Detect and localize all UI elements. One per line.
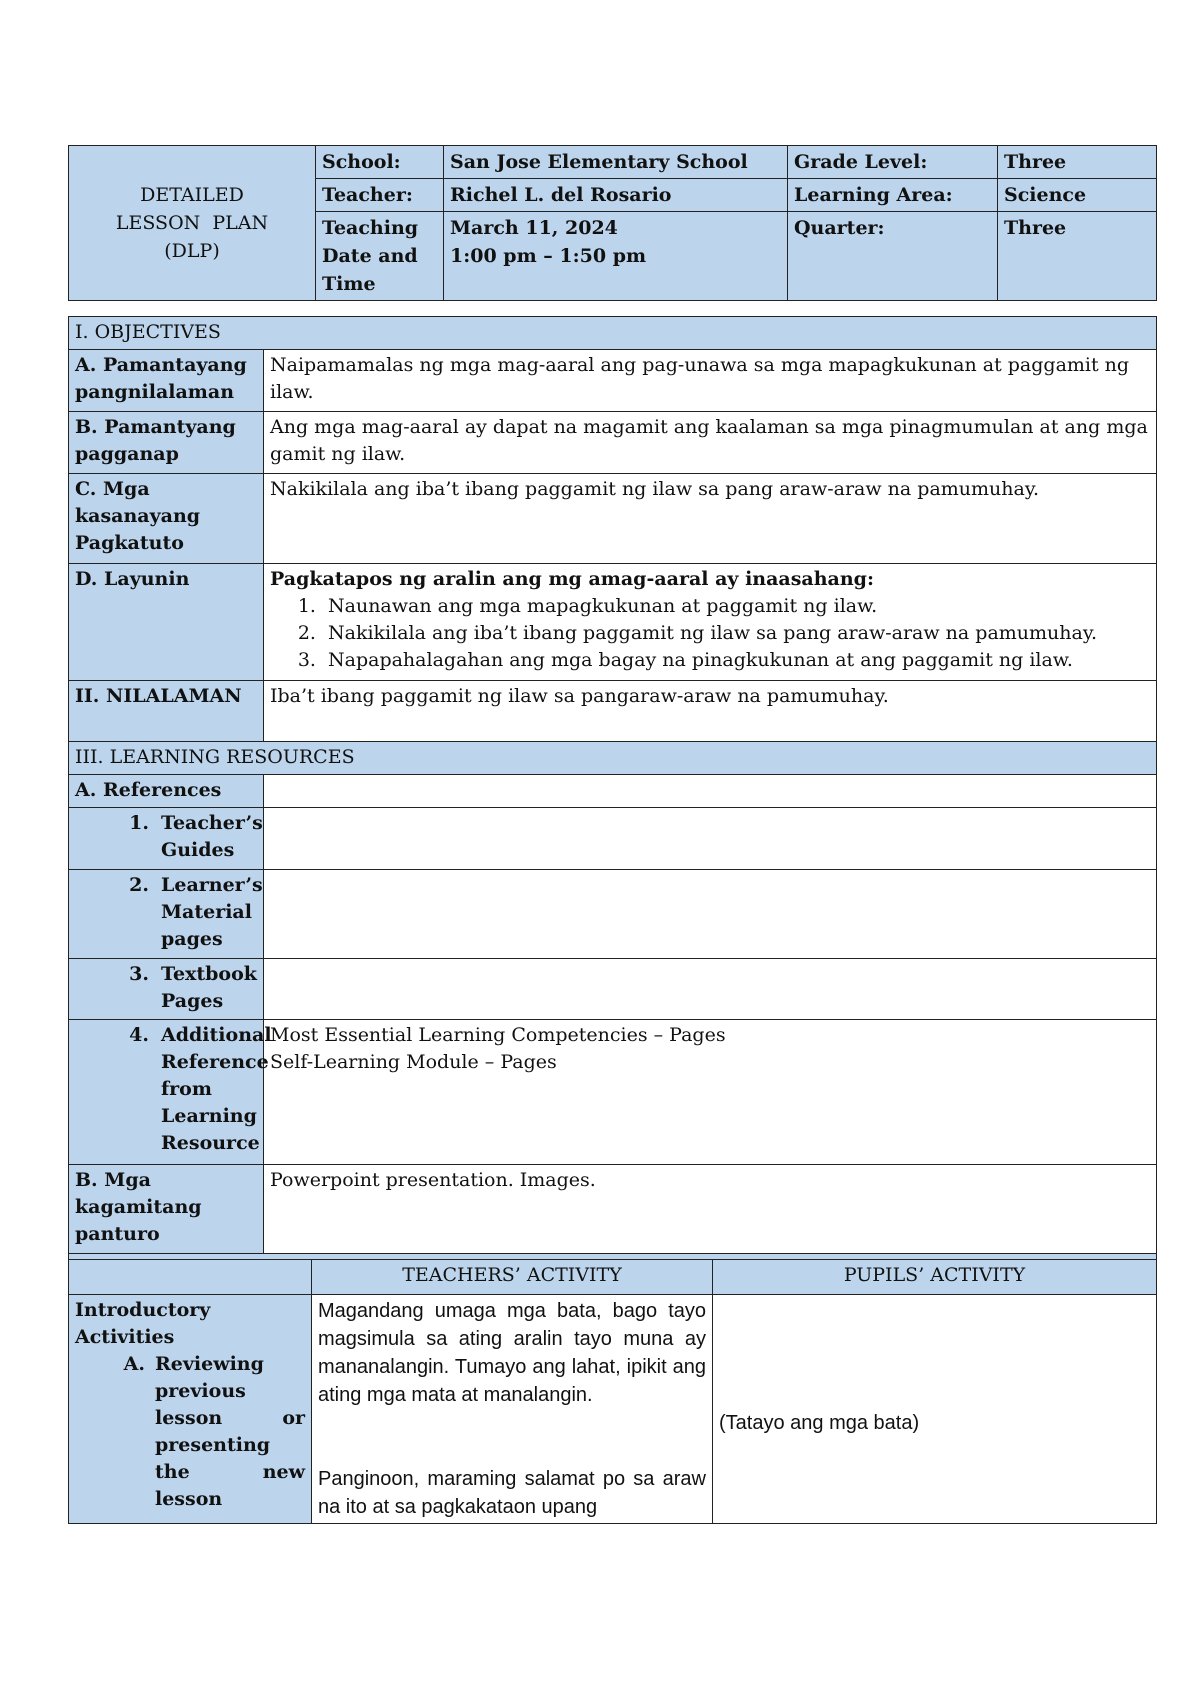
grade-level-label: Grade Level: [788, 146, 998, 179]
content-standard-value: Naipamamalas ng mga mag-aaral ang pag-unawa sa mga mapagkukunan at paggamit ng ilaw. [264, 350, 1157, 412]
document-title: DETAILED LESSON PLAN (DLP) [69, 146, 316, 301]
introductory-activities-label: Introductory Activities A. Reviewing previous lesson or presenting the new lesson [69, 1295, 312, 1524]
quarter-label: Quarter: [788, 212, 998, 301]
reviewing-lesson-label: A. Reviewing previous lesson or presenting the new lesson [123, 1353, 305, 1510]
materials-label: B. Mga kagamitang panturo [69, 1165, 264, 1254]
pupil-response: (Tatayo ang mga bata) [719, 1412, 920, 1434]
textbook-pages-label: 3. Textbook Pages [69, 959, 264, 1020]
teachers-guides-value [264, 808, 1157, 870]
content-value: Iba’t ibang paggamit ng ilaw sa pangaraw-araw na pamumuhay. [264, 681, 1157, 742]
performance-standard-label: B. Pamantyang pagganap [69, 412, 264, 474]
learning-area-label: Learning Area: [788, 179, 998, 212]
additional-reference-value: Most Essential Learning Competencies – Pages Self-Learning Module – Pages [264, 1020, 1157, 1165]
learning-area-value: Science [998, 179, 1157, 212]
objective-item: 2. Nakikilala ang iba’t ibang paggamit ng ilaw sa pang araw-araw na pamumuhay. [322, 620, 1150, 647]
teacher-prayer: Panginoon, maraming salamat po sa araw na ito at sa pagkakataon upang [318, 1468, 706, 1518]
content-standard-label: A. Pamantayang pangnilalaman [69, 350, 264, 412]
grade-level-value: Three [998, 146, 1157, 179]
references-label: A. References [69, 775, 264, 808]
learners-material-label: 2. Learner’s Material pages [69, 870, 264, 959]
procedures-table [68, 1259, 1157, 1524]
learning-competency-label: C. Mga kasanayang Pagkatuto [69, 474, 264, 564]
lesson-plan-body [68, 316, 1157, 1287]
learners-material-value [264, 870, 1157, 959]
objective-item: 1. Naunawan ang mga mapagkukunan at paggamit ng ilaw. [322, 593, 1150, 620]
objectives-heading: I. OBJECTIVES [69, 317, 1157, 350]
pupils-activity-cell [713, 1295, 1157, 1524]
resources-heading: III. LEARNING RESOURCES [69, 742, 1157, 775]
teaching-date-value: March 11, 2024 1:00 pm – 1:50 pm [444, 212, 788, 301]
content-label: II. NILALAMAN [69, 681, 264, 742]
teacher-greeting: Magandang umaga mga bata, bago tayo magsimula sa ating aralin tayo muna ay mananalangin. Tumayo ang lahat, ipikit ang ating mga mata at manalangin. [318, 1300, 706, 1406]
teacher-label: Teacher: [316, 179, 444, 212]
objectives-intro: Pagkatapos ng aralin ang mg amag-aaral ay inaasahang: [270, 568, 874, 590]
teachers-activity-cell [312, 1295, 713, 1524]
objectives-label: D. Layunin [69, 564, 264, 681]
school-value: San Jose Elementary School [444, 146, 788, 179]
teachers-activity-header: TEACHERS’ ACTIVITY [312, 1260, 713, 1295]
references-value [264, 775, 1157, 808]
lesson-plan-header [68, 145, 1157, 301]
school-label: School: [316, 146, 444, 179]
textbook-pages-value [264, 959, 1157, 1020]
learning-competency-value: Nakikilala ang iba’t ibang paggamit ng ilaw sa pang araw-araw na pamumuhay. [264, 474, 1157, 564]
objectives-value [264, 564, 1157, 681]
teachers-guides-label: 1. Teacher’s Guides [69, 808, 264, 870]
objectives-list [270, 593, 1150, 674]
performance-standard-value: Ang mga mag-aaral ay dapat na magamit ang kaalaman sa mga pinagmumulan at ang mga gamit ng ilaw. [264, 412, 1157, 474]
pupils-activity-header: PUPILS’ ACTIVITY [713, 1260, 1157, 1295]
materials-value: Powerpoint presentation. Images. [264, 1165, 1157, 1254]
additional-reference-label: 4. Additional Reference from Learning Resource [69, 1020, 264, 1165]
procedures-blank-header [69, 1260, 312, 1295]
objective-item: 3. Napapahalagahan ang mga bagay na pinagkukunan at ang paggamit ng ilaw. [322, 647, 1150, 674]
teacher-value: Richel L. del Rosario [444, 179, 788, 212]
teaching-date-label: Teaching Date and Time [316, 212, 444, 301]
quarter-value: Three [998, 212, 1157, 301]
